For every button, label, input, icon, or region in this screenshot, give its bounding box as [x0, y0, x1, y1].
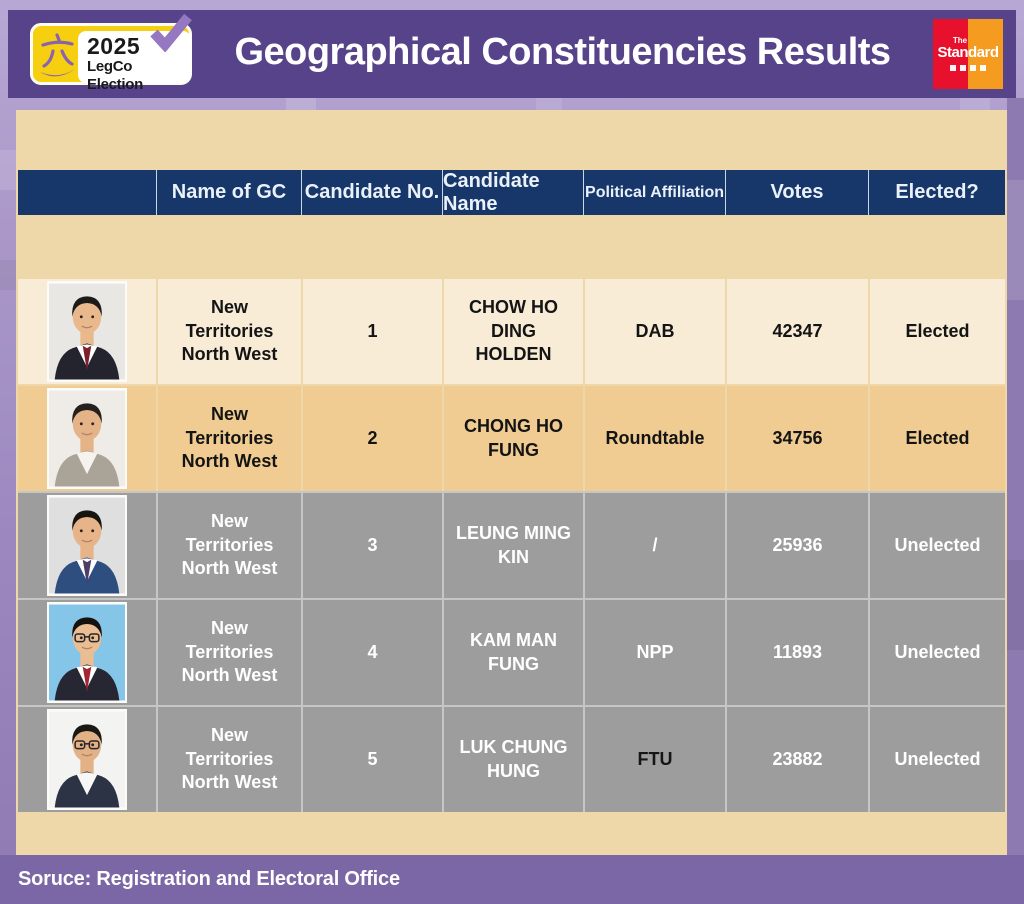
gc-cell: New Territories North West — [156, 705, 301, 812]
column-header-affiliation: Political Affiliation — [583, 170, 725, 215]
elected-cell: Elected — [868, 277, 1005, 384]
column-header-votes: Votes — [725, 170, 868, 215]
affiliation-cell: NPP — [583, 598, 725, 705]
no-cell: 1 — [301, 277, 442, 384]
header — [8, 10, 1016, 98]
affiliation-cell: Roundtable — [583, 384, 725, 491]
badge-year: 2025 — [87, 33, 141, 59]
affiliation-cell: DAB — [583, 277, 725, 384]
votes-cell: 42347 — [725, 277, 868, 384]
no-cell: 4 — [301, 598, 442, 705]
legco-election-badge — [30, 23, 192, 94]
logo-standard: Standard — [937, 44, 999, 62]
candidate-photo — [18, 705, 156, 812]
candidate-photo-frame — [47, 709, 127, 810]
elected-cell: Unelected — [868, 491, 1005, 598]
name-cell: KAM MAN FUNG — [442, 598, 583, 705]
column-header-no: Candidate No. — [301, 170, 442, 215]
elected-cell: Elected — [868, 384, 1005, 491]
votes-cell: 11893 — [725, 598, 868, 705]
results-table — [18, 170, 1005, 812]
candidate-photo — [18, 384, 156, 491]
votes-cell: 25936 — [725, 491, 868, 598]
gc-cell: New Territories North West — [156, 277, 301, 384]
elected-cell: Unelected — [868, 705, 1005, 812]
name-cell: CHONG HO FUNG — [442, 384, 583, 491]
the-standard-logo — [933, 19, 1003, 89]
votes-cell: 34756 — [725, 384, 868, 491]
logo-text — [933, 19, 1003, 89]
legco-calligraphy-icon — [36, 31, 78, 81]
name-cell: CHOW HO DING HOLDEN — [442, 277, 583, 384]
content-panel — [16, 110, 1007, 855]
gc-cell: New Territories North West — [156, 384, 301, 491]
name-cell: LEUNG MING KIN — [442, 491, 583, 598]
badge-name: LegCo Election — [87, 58, 143, 94]
column-header-photo — [18, 170, 156, 215]
logo-chinese-text — [950, 65, 986, 71]
candidate-photo — [18, 491, 156, 598]
elected-cell: Unelected — [868, 598, 1005, 705]
no-cell: 2 — [301, 384, 442, 491]
logo-the: The — [952, 36, 968, 46]
gc-cell: New Territories North West — [156, 491, 301, 598]
source-text: Soruce: Registration and Electoral Office — [18, 868, 400, 890]
votes-cell: 23882 — [725, 705, 868, 812]
candidate-photo — [18, 277, 156, 384]
no-cell: 5 — [301, 705, 442, 812]
candidate-photo-frame — [47, 602, 127, 703]
column-header-name: Candidate Name — [442, 170, 583, 215]
footer — [0, 855, 1024, 904]
affiliation-cell: FTU — [583, 705, 725, 812]
candidate-photo-frame — [47, 388, 127, 489]
top-strip — [0, 0, 1024, 10]
candidate-photo-frame — [47, 281, 127, 382]
column-header-gc: Name of GC — [156, 170, 301, 215]
page-title: Geographical Constituencies Results — [234, 30, 891, 73]
candidate-photo — [18, 598, 156, 705]
checkmark-icon — [147, 12, 193, 52]
name-cell: LUK CHUNG HUNG — [442, 705, 583, 812]
no-cell: 3 — [301, 491, 442, 598]
candidate-photo-frame — [47, 495, 127, 596]
column-header-elected: Elected? — [868, 170, 1005, 215]
affiliation-cell: / — [583, 491, 725, 598]
gc-cell: New Territories North West — [156, 598, 301, 705]
